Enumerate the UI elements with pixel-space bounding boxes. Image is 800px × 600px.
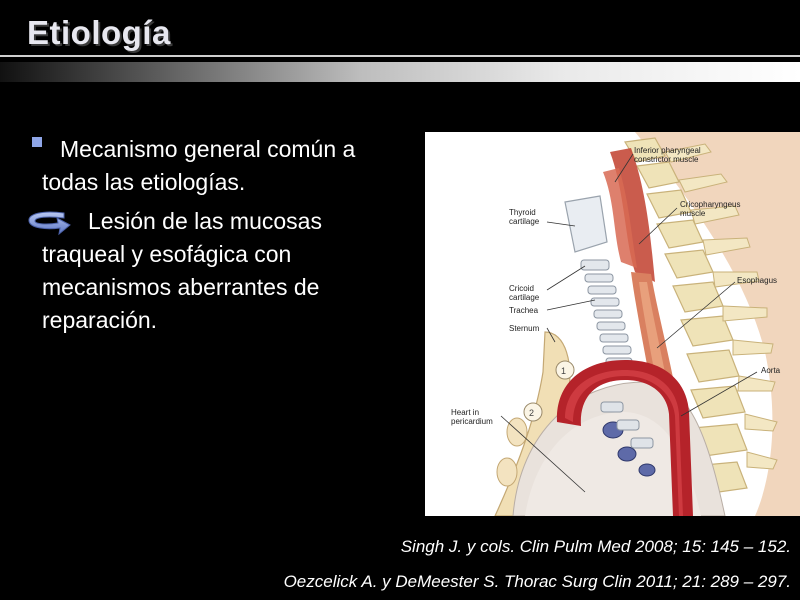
label-heart	[451, 408, 493, 426]
neck-thorax-sagittal-illustration	[425, 132, 800, 516]
svg-text:1: 1	[561, 366, 567, 376]
reference-1: Singh J. y cols. Clin Pulm Med 2008; 15: 145 – 152.	[400, 537, 791, 556]
label-inferior-pharyngeal-line-2: constrictor muscle	[634, 155, 699, 164]
label-cricopharyngeus	[680, 200, 740, 218]
bullet-2-line-2: traqueal y esofágica con	[42, 241, 292, 267]
label-heart-line-1: Heart in	[451, 408, 480, 417]
label-aorta: Aorta	[761, 366, 781, 375]
slide-body	[28, 133, 413, 337]
bullet-1-line-2: todas las etiologías.	[42, 169, 246, 195]
bullet-1-line-1: Mecanismo general común a	[60, 136, 356, 162]
label-esophagus: Esophagus	[737, 276, 778, 285]
label-cricopharyngeus-line-2: muscle	[680, 209, 706, 218]
bullet-2-line-4: reparación.	[42, 307, 158, 333]
slide-title: Etiología	[27, 14, 171, 51]
reference-2: Oezcelick A. y DeMeester S. Thorac Surg Clin 2011; 21: 289 – 297.	[283, 572, 791, 591]
label-thyroid-cartilage	[509, 208, 539, 226]
svg-text:2: 2	[529, 408, 535, 418]
title-gradient-band	[0, 62, 800, 82]
label-cricoid-cartilage	[509, 284, 539, 302]
bullet-2-line-1: Lesión de las mucosas	[88, 208, 322, 234]
label-cricoid-line-1: Cricoid	[509, 284, 534, 293]
title-divider	[0, 55, 800, 57]
label-trachea: Trachea	[509, 306, 539, 315]
label-inferior-pharyngeal-line-1: Inferior pharyngeal	[634, 146, 701, 155]
label-sternum: Sternum	[509, 324, 540, 333]
bullet-item-2	[28, 205, 413, 337]
label-inferior-pharyngeal	[634, 146, 701, 164]
bullet-2-line-3: mecanismos aberrantes de	[42, 274, 320, 300]
anatomy-figure	[425, 132, 800, 516]
label-thyroid-line-2: cartilage	[509, 217, 540, 226]
label-thyroid-line-1: Thyroid	[509, 208, 536, 217]
curved-arrow-icon	[24, 208, 72, 236]
square-bullet-icon	[32, 137, 42, 147]
label-cricopharyngeus-line-1: Cricopharyngeus	[680, 200, 741, 209]
bullet-item-1	[28, 133, 413, 199]
label-cricoid-line-2: cartilage	[509, 293, 540, 302]
label-heart-line-2: pericardium	[451, 417, 493, 426]
